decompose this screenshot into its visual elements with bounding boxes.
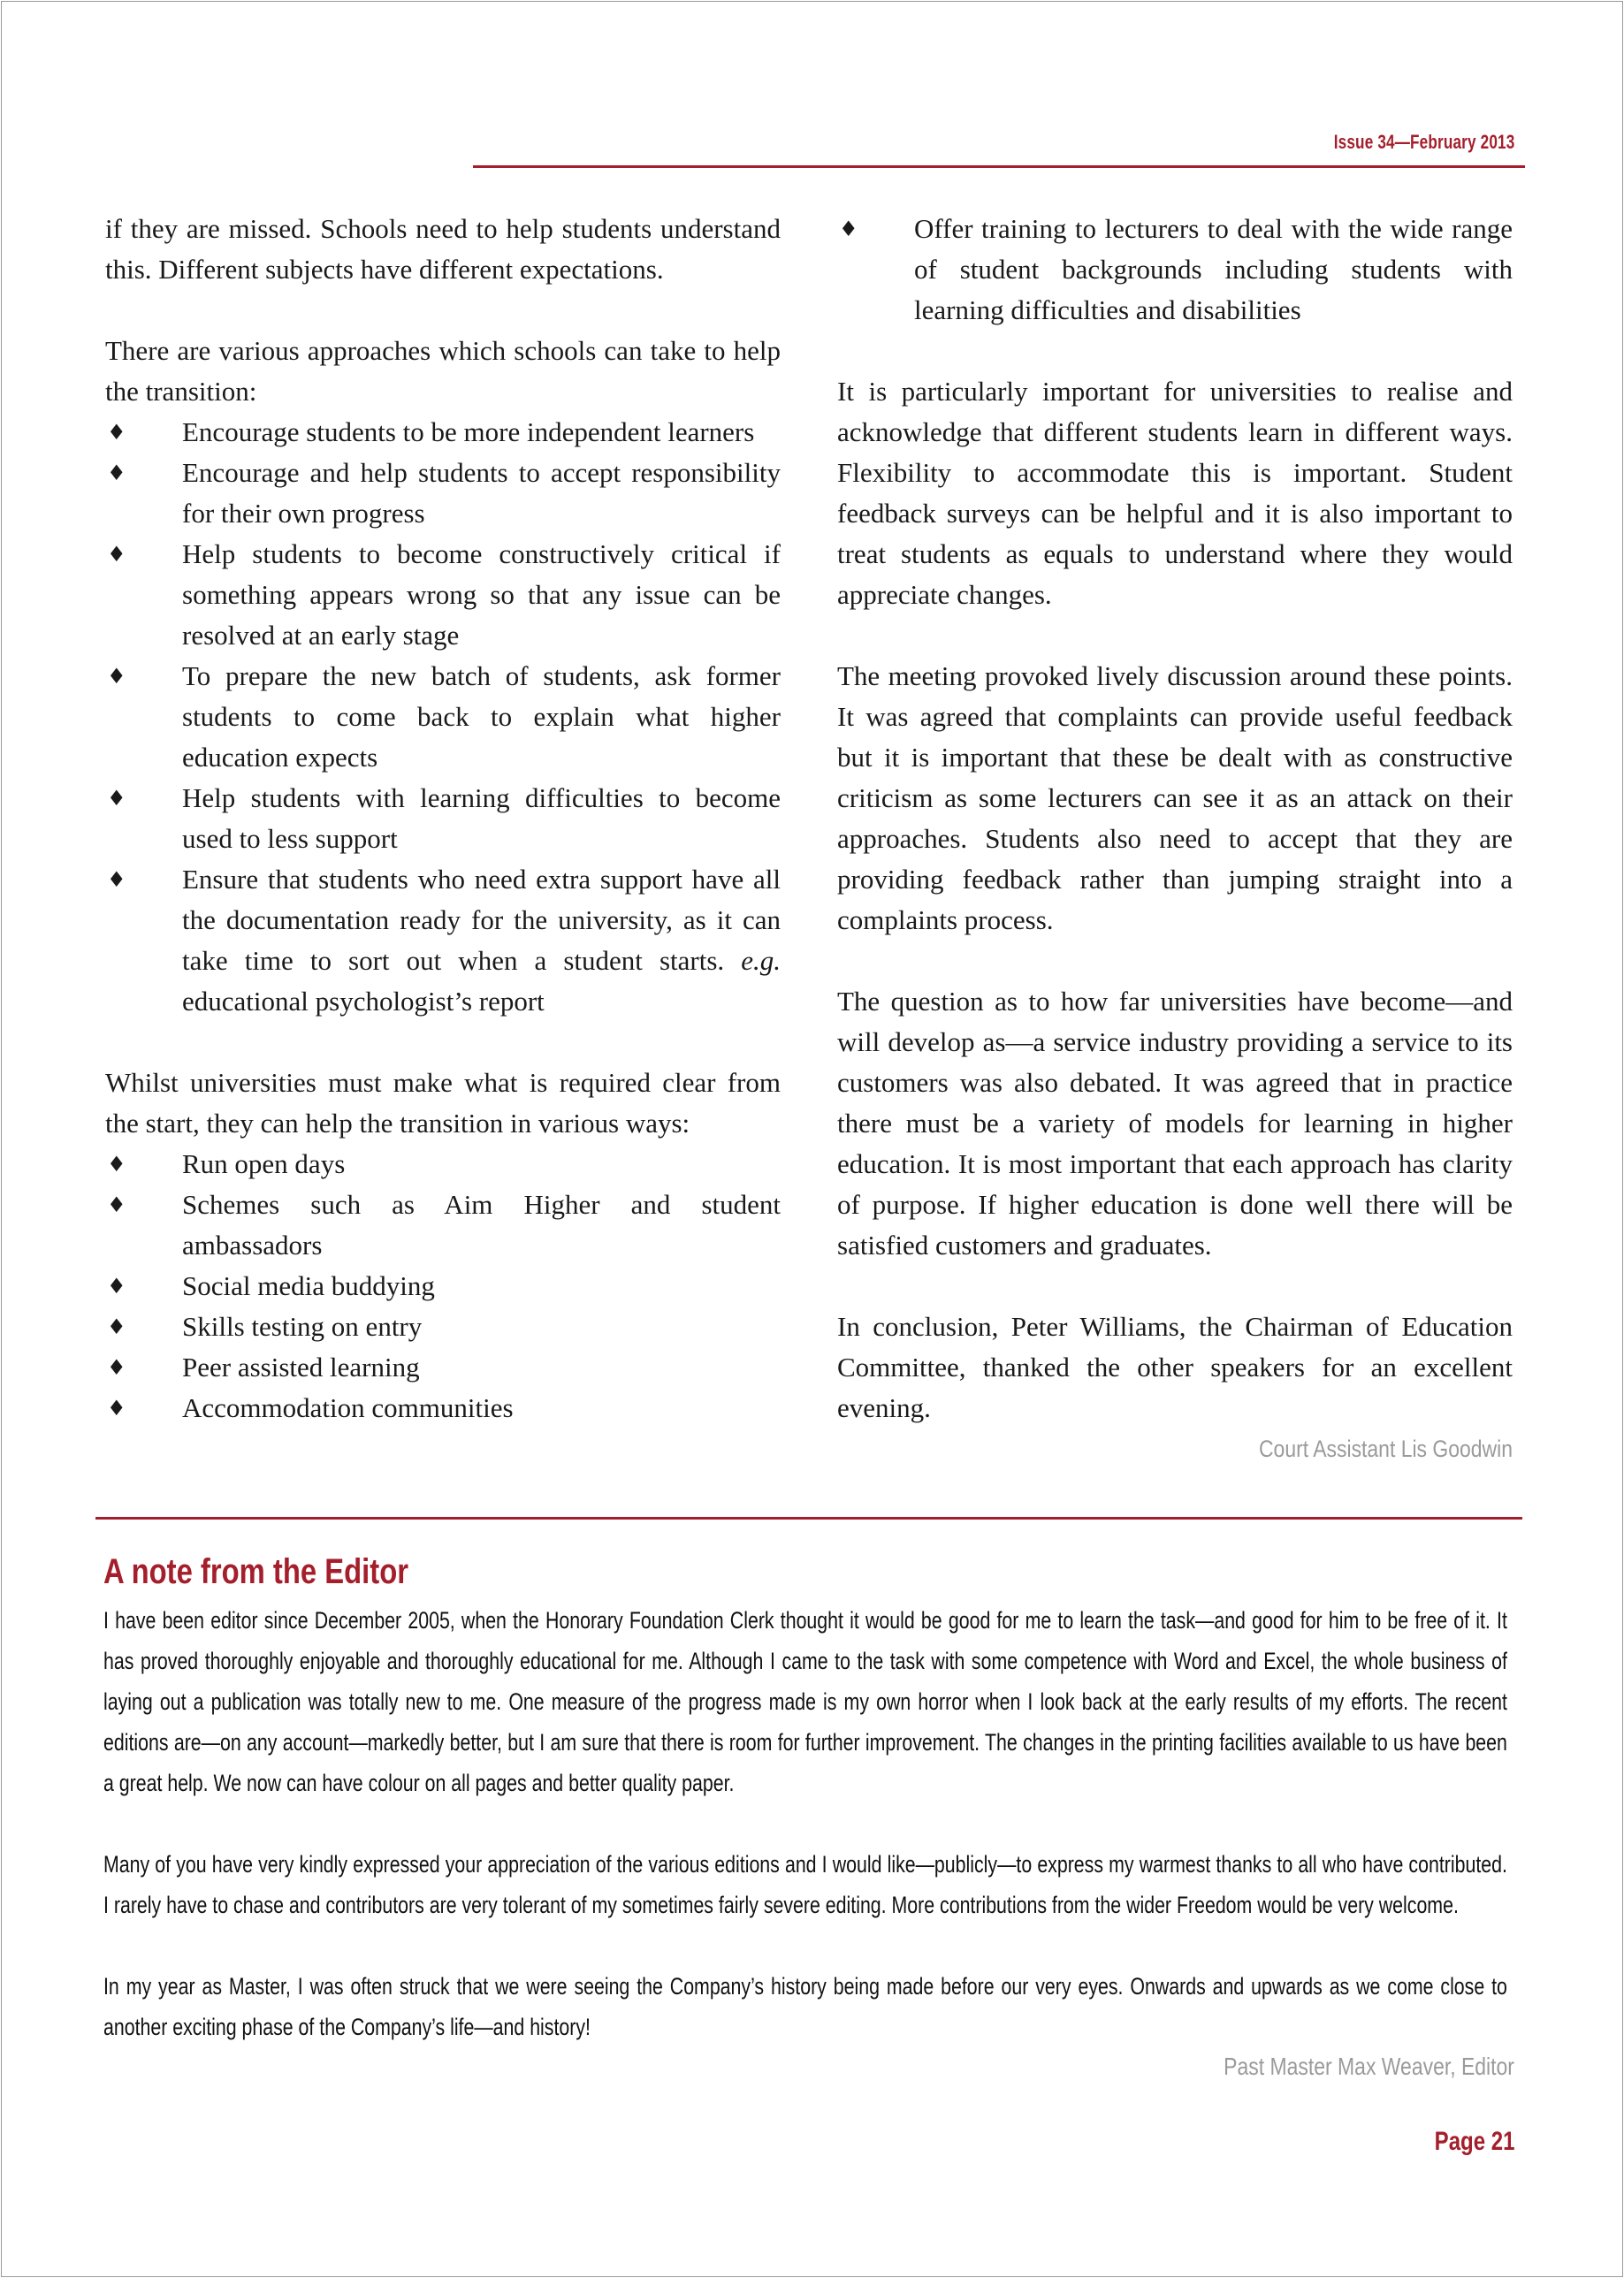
body-paragraph: In conclusion, Peter Williams, the Chairman of Education Committee, thanked the other speakers for an excellent evening. xyxy=(837,1311,1513,1423)
list-item: ♦ Accommodation communities xyxy=(105,1388,781,1429)
list-item: ♦ Peer assisted learning xyxy=(105,1347,781,1388)
header-rule xyxy=(473,165,1525,168)
article-attribution: Court Assistant Lis Goodwin xyxy=(1258,1436,1513,1462)
diamond-bullet-icon: ♦ xyxy=(107,1314,126,1339)
editor-paragraph: In my year as Master, I was often struck that we were seeing the Company’s history being made before our very eyes. Onwards and upwards as we come close to another exciting phase of the Company’s life—and history! xyxy=(103,1973,1507,2040)
list-item: ♦ Offer training to lecturers to deal with the wide range of student backgrounds including students with learning difficulties and disabilities xyxy=(837,209,1513,331)
list-item: ♦ Encourage students to be more independent learners xyxy=(105,412,781,453)
editor-paragraph: I have been editor since December 2005, when the Honorary Foundation Clerk thought it would be good for me to learn the task—and good for him to be free of it. It has proved thoroughly enjoyable and thoroughly educational for me. Although I came to the task with some competence with Word and Excel, the whole business of laying out a publication was totally new to me. One measure of the progress made is my own horror when I look back at the early results of my efforts. The recent editions are—on any account—markedly better, but I am sure that there is room for further improvement. The changes in the printing facilities available to us have been a great help. We now can have colour on all pages and better quality paper. xyxy=(103,1607,1507,1796)
training-bullet-list xyxy=(837,209,1513,331)
body-paragraph: The meeting provoked lively discussion around these points. It was agreed that complaints can provide useful feedback but it is important that these be dealt with as constructive criticism as some lecturers can see it as an attack on their approaches. Students also need to accept that they are providing feedback rather than jumping straight into a complaints process. xyxy=(837,660,1513,935)
diamond-bullet-icon: ♦ xyxy=(107,1152,126,1177)
list-item: ♦ Encourage and help students to accept responsibility for their own progress xyxy=(105,453,781,534)
intro-paragraph: if they are missed. Schools need to help students understand this. Different subjects have different expectations. xyxy=(105,213,781,285)
diamond-bullet-icon: ♦ xyxy=(107,1396,126,1421)
list-item: ♦ Run open days xyxy=(105,1144,781,1185)
universities-bullet-list xyxy=(105,1144,781,1429)
editor-paragraph: Many of you have very kindly expressed your appreciation of the various editions and I would like—publicly—to express my warmest thanks to all who have contributed. I rarely have to chase and contributors are very tolerant of my sometimes fairly severe editing. More contributions from the wider Freedom would be very welcome. xyxy=(103,1851,1507,1918)
universities-lead: Whilst universities must make what is required clear from the start, they can help the transition in various ways: xyxy=(105,1067,781,1139)
editor-note-title: A note from the Editor xyxy=(103,1552,409,1591)
list-item: ♦ Skills testing on entry xyxy=(105,1307,781,1347)
body-paragraph: It is particularly important for universities to realise and acknowledge that different students learn in different ways. Flexibility to accommodate this is important. Student feedback surveys can be helpful and it is also important to treat students as equals to understand where they would appreciate changes. xyxy=(837,376,1513,610)
diamond-bullet-icon: ♦ xyxy=(107,1355,126,1380)
issue-header: Issue 34—February 2013 xyxy=(1333,131,1514,153)
diamond-bullet-icon: ♦ xyxy=(107,542,126,567)
list-item: ♦ Ensure that students who need extra support have all the documentation ready for the university, as it can take time to sort out when a student starts. e.g. educational psychologist’s report xyxy=(105,859,781,1022)
diamond-bullet-icon: ♦ xyxy=(839,217,858,241)
page-number: Page 21 xyxy=(1434,2127,1514,2156)
diamond-bullet-icon: ♦ xyxy=(107,461,126,485)
list-item: ♦ Help students with learning difficulties to become used to less support xyxy=(105,778,781,859)
diamond-bullet-icon: ♦ xyxy=(107,1192,126,1217)
diamond-bullet-icon: ♦ xyxy=(107,664,126,689)
section-divider xyxy=(95,1517,1522,1520)
list-item: ♦ Help students to become constructively critical if something appears wrong so that any issue can be resolved at an early stage xyxy=(105,534,781,656)
editor-attribution: Past Master Max Weaver, Editor xyxy=(1224,2053,1514,2080)
list-item: ♦ To prepare the new batch of students, ask former students to come back to explain what higher education expects xyxy=(105,656,781,778)
diamond-bullet-icon: ♦ xyxy=(107,1274,126,1299)
list-item: ♦ Schemes such as Aim Higher and student ambassadors xyxy=(105,1185,781,1266)
diamond-bullet-icon: ♦ xyxy=(107,867,126,892)
body-paragraph: The question as to how far universities have become—and will develop as—a service industry providing a service to its customers was also debated. It was agreed that in practice there must be a variety of models for learning in higher education. It is most important that each approach has clarity of purpose. If higher education is done well there will be satisfied customers and graduates. xyxy=(837,986,1513,1261)
schools-lead: There are various approaches which schools can take to help the transition: xyxy=(105,335,781,407)
editor-note-body xyxy=(103,1600,1507,2088)
right-column xyxy=(837,209,1513,1469)
schools-bullet-list xyxy=(105,412,781,1022)
eg-italic: e.g. xyxy=(741,945,781,976)
diamond-bullet-icon: ♦ xyxy=(107,786,126,811)
left-column xyxy=(105,209,781,1469)
diamond-bullet-icon: ♦ xyxy=(107,420,126,445)
list-item: ♦ Social media buddying xyxy=(105,1266,781,1307)
